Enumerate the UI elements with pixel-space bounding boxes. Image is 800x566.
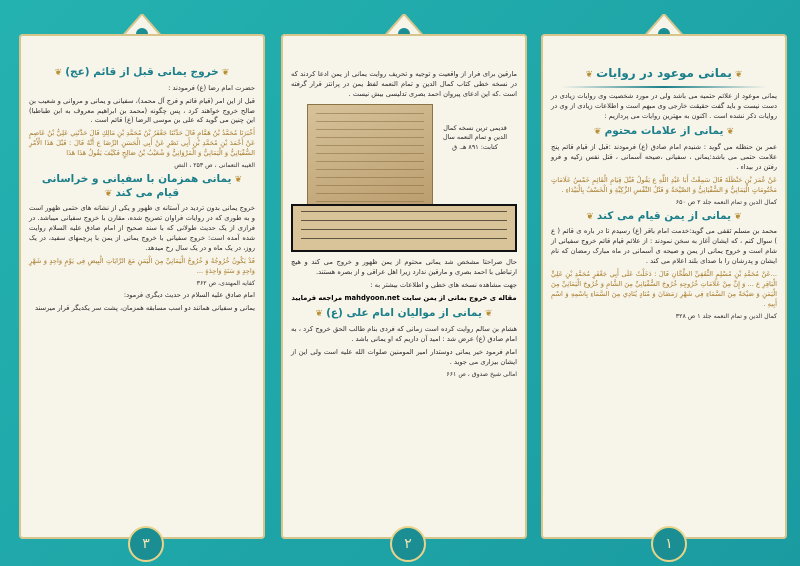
- panel-title: [551, 66, 777, 82]
- section-heading-text: یمانی از علامات محتوم: [604, 125, 724, 138]
- flourish-icon: ❦: [104, 188, 116, 199]
- flourish-icon: ❦: [315, 309, 327, 320]
- flourish-icon: ❦: [593, 127, 605, 138]
- section-heading: [29, 66, 255, 80]
- page-number-badge: ۱: [651, 526, 687, 562]
- flourish-icon: ❦: [218, 68, 230, 78]
- section-heading: [291, 307, 517, 321]
- section-heading-text: خروج یمانی قبل از قائم (عج): [65, 66, 219, 78]
- divider: [561, 86, 767, 88]
- flourish-icon: ❦: [586, 211, 597, 222]
- source-citation: کفایه المهتدی، ص ۳۶۲: [196, 279, 255, 287]
- panel-right: [541, 34, 787, 539]
- flourish-icon: ❦: [723, 127, 735, 138]
- website-reference: مقاله ی خروج یمانی از یمن سایت mahdyoon.net مراجعه فرمایید: [291, 294, 517, 303]
- flourish-icon: ❦: [731, 70, 743, 80]
- body-text: جهت مشاهده نسخه های خطی و اطلاعات بیشتر به :: [370, 280, 517, 289]
- section-heading-text: یمانی همزمان با سفیانی و خراسانی قیام می کند: [41, 173, 232, 199]
- arabic-quote: ...عَنْ مُحَمَّدِ بْنِ مُسْلِمٍ الثَّقَفِيِّ الطَّحَّانِ قَالَ : دَخَلْتُ عَلَى أَبِي جَعْفَرٍ مُحَمَّدِ بْنِ عَلِيٍّ الْبَاقِرِ ع ... وَ إِنَّ مِنْ عَلَامَاتِ خُرُوجِهِ خُرُوجَ السُّفْيَانِيِّ مِنَ الشَّامِ وَ خُرُوجَ الْيَمَانِيِّ مِنَ الْيَمَنِ وَ صَيْحَةً مِنَ السَّمَاءِ فِي شَهْرِ رَمَضَانَ وَ مُنَادٍ يُنَادِي مِنَ السَّمَاءِ بِاسْمِهِ وَ اسْمِ أَبِيهِ .: [551, 269, 777, 308]
- source-citation: کمال الدین و تمام النعمه جلد ۱ ص ۳۲۸: [675, 312, 777, 320]
- source-citation: الغیبه النعمانی ، ص ۲۵۳ ، النص: [174, 162, 255, 170]
- body-text: حال صراحتا مشخص شد یمانی محتوم از یمن ظهور و خروج می کند و هیچ ارتباطی با احمد بصری و مارقین ندارد زیرا اهل عراقی و از بصره هستند.: [291, 257, 517, 276]
- body-text: یمانی و سفیانی همانند دو اسب مسابقه همزمان، پشت سر یکدیگر قرار میرسند: [34, 303, 255, 312]
- flourish-icon: ❦: [481, 309, 493, 320]
- manuscript-figure: [291, 104, 517, 252]
- body-text: عمر بن حنظله می گوید : شنیدم امام صادق (ع) فرمودند :قبل از قیام قائم پنج علامت حتمی می باشد:یمانی ، سفیانی ،صیحه آسمانی ، قتل نفس زکیه و فرو رفتن در بیداء .: [551, 143, 777, 171]
- flourish-icon: ❦: [54, 68, 66, 78]
- body-text: امام صادق علیه السلام در حدیث دیگری فرمود:: [123, 290, 255, 299]
- source-citation: کمال الدین و تمام النعمه جلد ۲ ص ۶۵۰: [675, 198, 777, 206]
- body-text: هشام بن سالم روایت کرده است زمانی که فردی بنام طالب الحق خروج کرد ، به امام صادق (ع) عرض شد : امید آن داریم که او یمانی باشد .: [291, 325, 517, 344]
- arabic-quote: قَدْ يَكُونُ خُرُوجُهُ وَ خُرُوجُ الْيَمَانِيِّ مِنَ الْيَمَنِ مَعَ الرَّايَاتِ الْبِيضِ فِي يَوْمٍ وَاحِدٍ وَ شَهْرٍ وَاحِدٍ وَ سَنَةٍ وَاحِدَةٍ ...: [29, 256, 255, 275]
- body-text: امام فرمود خیر یمانی دوستدار امیر المومنین صلوات الله علیه است ولی این از ایشان بیزاری می جوید .: [291, 347, 517, 366]
- flourish-icon: ❦: [585, 70, 597, 80]
- section-heading-text: یمانی از یمن قیام می کند: [596, 209, 732, 222]
- section-heading-text: یمانی از موالیان امام علی (ع): [326, 307, 482, 320]
- section-heading: [551, 125, 777, 139]
- body-text: محمد بن مسلم ثقفی می گوید:خدمت امام باقر (ع) رسیدم تا در باره ی قائم ( ع ) سوال کنم ، که ایشان آغاز به سخن نمودند : از علائم قیام قائم خروج سفیانی از شام است و خروج یمانی از یمن و صیحه ی آسمانی در ماه مبارک رمضان که نام ایشان و پدرشان را با صدای بلند اعلام می کند .: [551, 227, 777, 266]
- body-text: قبل از این امر (قیام قائم و فرج آل محمد)، سفیانی و یمانی و مروانی و شعیب بن صالح خروج خواهند کرد ، پس چگونه (محمد بن ابراهیم معروف به ابن طباطبا) این چنین می گوید که علی بن موسی الرضا (ع) قائم است .: [29, 96, 255, 125]
- page-number-badge: ۳: [128, 526, 164, 562]
- panel-left: [19, 34, 265, 539]
- body-text: حضرت امام رضا (ع) فرمودند :: [168, 83, 255, 92]
- manuscript-image: [307, 104, 433, 214]
- flourish-icon: ❦: [731, 211, 742, 222]
- body-text: خروج یمانی بدون تردید در آستانه ی ظهور و یکی از نشانه های حتمی ظهور است و به طوری که در روایات فراوان تصریح شده، مقارن با خروج سفیانی میباشد. در فرازی از یک حدیث طولانی که با سند صحیح از امام صادق علیه السلام روایت شده آمده است: خروج سفیانی با خروج یمانی از یمن با پرچمهای سفید، در یک روز، در یک ماه و در یک سال رخ میدهد.: [29, 204, 255, 253]
- arabic-quote: عَنْ عُمَرَ بْنِ حَنْظَلَةَ قَالَ سَمِعْتُ أَبَا عَبْدِ اللَّهِ ع يَقُولُ قَبْلَ قِيَامِ الْقَائِمِ خَمْسُ عَلَامَاتٍ مَحْتُومَاتٍ الْيَمَانِيُّ وَ السُّفْيَانِيُّ وَ الصَّيْحَةُ وَ قَتْلُ النَّفْسِ الزَّكِيَّةِ وَ الْخَسْفُ بِالْبَيْدَاءِ .: [551, 175, 777, 194]
- section-heading: [551, 210, 777, 224]
- flourish-icon: ❦: [231, 175, 243, 186]
- source-citation: امالی شیخ صدوق ، ص ۶۶۱: [446, 370, 517, 378]
- page-number-badge: ۲: [390, 526, 426, 562]
- arabic-quote: أَخْبَرَنَا مُحَمَّدُ بْنُ هَمَّامٍ قَالَ حَدَّثَنَا جَعْفَرُ بْنُ مُحَمَّدِ بْنِ مَالِكٍ قَالَ حَدَّثَنِي عَلِيُّ بْنُ عَاصِمٍ عَنْ أَحْمَدَ بْنِ مُحَمَّدِ بْنِ أَبِي نَصْرٍ عَنْ أَبِي الْحَسَنِ الرِّضَا ع أَنَّهُ قَالَ : قَبْلَ هَذَا الْأَمْرِ السُّفْيَانِيُّ وَ الْيَمَانِيُّ وَ الْمَرْوَانِيُّ وَ شُعَيْبُ بْنُ صَالِحٍ فَكَيْفَ يَقُولُ هَذَا هَذَا: [29, 129, 255, 158]
- manuscript-zoom-image: [291, 204, 517, 252]
- panel-title-text: یمانی موعود در روایات: [596, 66, 732, 80]
- intro-text: یمانی موعود از علائم حتمیه می باشد ولی در مورد شخصیت وی روایات زیادی در دست نیست و باید گفت حقیقت خارجی وی مبهم است و اطلاعات زیادی از وی در روایات ذکر نشده است . اکنون به مهترین روایات می پردازیم :: [551, 91, 777, 120]
- section-heading: [29, 173, 255, 200]
- manuscript-caption: قدیمی ترین نسخه کمال الدین و تمام النعمه سال کتابت: ۸۹۱ هـ. ق: [442, 123, 508, 151]
- panel-middle: [281, 34, 527, 539]
- body-text: مارقین برای فرار از واقعیت و توجیه و تحریف روایت یمانی از یمن ادعا کردند که در نسخه خطی کتاب کمال الدین و تمام النعمه لفظ یمن در پرانتز قرار گرفته است .که این ادعای پیروان احمد بصری تدلیسی بیش نیست .: [291, 70, 517, 98]
